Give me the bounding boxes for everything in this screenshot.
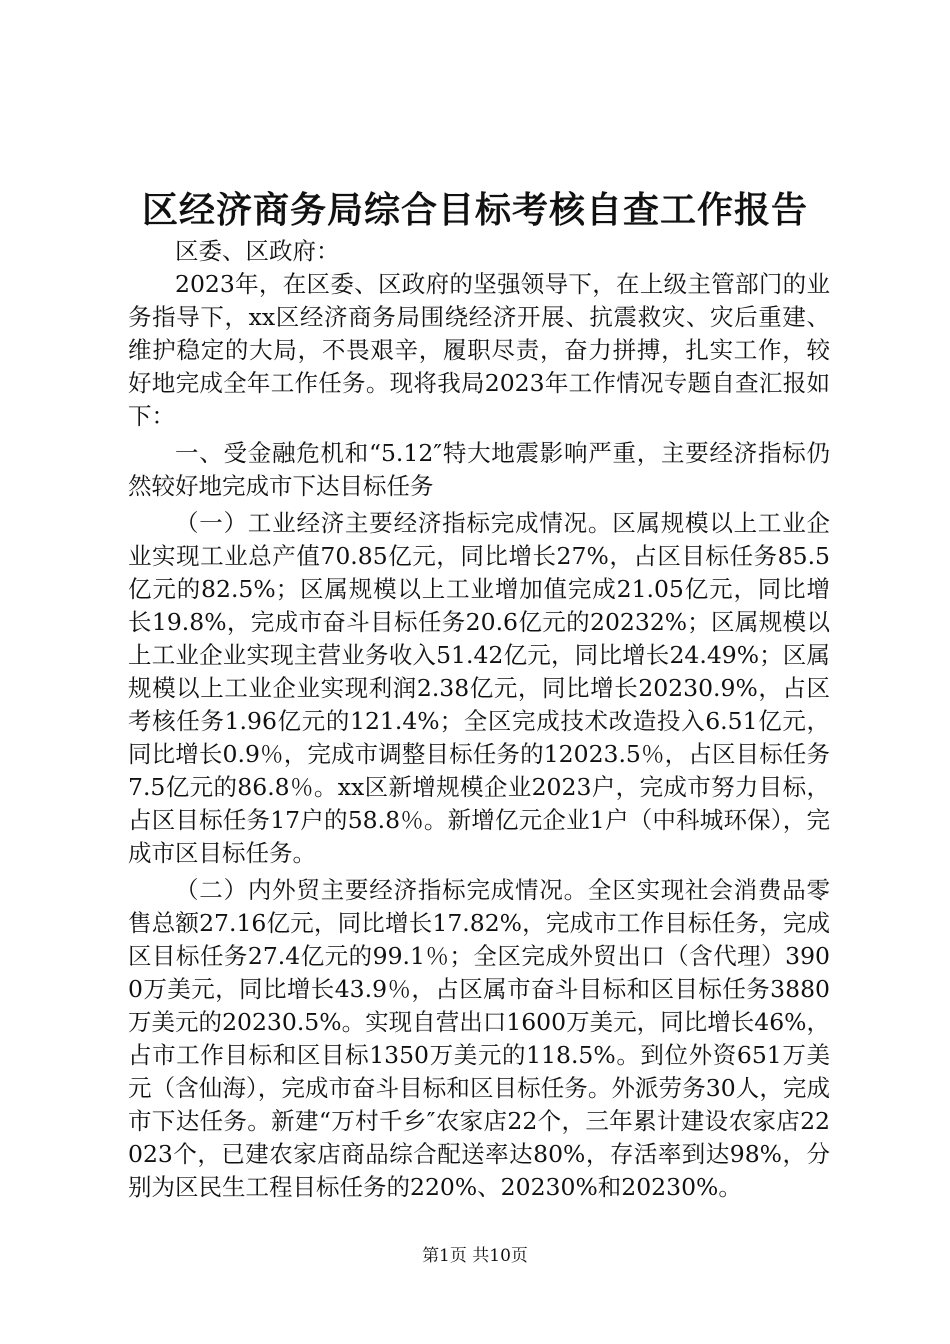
salutation: 区委、区政府： [175, 237, 340, 265]
paragraph-intro: 2023年，在区委、区政府的坚强领导下，在上级主管部门的业务指导下，xx区经济商务局围绕经济开展、抗震救灾、灾后重建、维护稳定的大局，不畏艰辛，履职尽责，奋力拼搏，扎实工作，较好地完成全年工作任务。现将我局2023年工作情况专题自查汇报如下： [128, 270, 830, 430]
document-body [128, 235, 830, 1204]
section-heading-1: 一、受金融危机和“5.12″特大地震影响严重，主要经济指标仍然较好地完成市下达目标任务 [128, 439, 830, 500]
page-number-footer: 第1页 共10页 [422, 1246, 528, 1266]
document-title: 区经济商务局综合目标考核自查工作报告 [141, 189, 808, 231]
paragraph-trade: （二）内外贸主要经济指标完成情况。全区实现社会消费品零售总额27.16亿元，同比增长17.82%，完成市工作目标任务，完成区目标任务27.4亿元的99.1％；全区完成外贸出口（含代理）3900万美元，同比增长43.9％，占区属市奋斗目标和区目标任务3880万美元的20230.5%。实现自营出口1600万美元，同比增长46%，占市工作目标和区目标1350万美元的118.5%。到位外资651万美元（含仙海），完成市奋斗目标和区目标任务。外派劳务30人，完成市下达任务。新建“万村千乡″农家店22个，三年累计建设农家店22023个，已建农家店商品综合配送率达80%，存活率到达98%，分别为区民生工程目标任务的220%、20230%和20230%。 [128, 876, 830, 1201]
paragraph-industrial: （一）工业经济主要经济指标完成情况。区属规模以上工业企业实现工业总产值70.85亿元，同比增长27%，占区目标任务85.5亿元的82.5%；区属规模以上工业增加值完成21.05亿元，同比增长19.8%，完成市奋斗目标任务20.6亿元的20232%；区属规模以上工业企业实现主营业务收入51.42亿元，同比增长24.49%；区属规模以上工业企业实现利润2.38亿元，同比增长20230.9%，占区考核任务1.96亿元的121.4%；全区完成技术改造投入6.51亿元，同比增长0.9％，完成市调整目标任务的12023.5％，占区目标任务7.5亿元的86.8％。xx区新增规模企业2023户，完成市努力目标，占区目标任务17户的58.8％。新增亿元企业1户（中科城环保），完成市区目标任务。 [128, 509, 830, 867]
